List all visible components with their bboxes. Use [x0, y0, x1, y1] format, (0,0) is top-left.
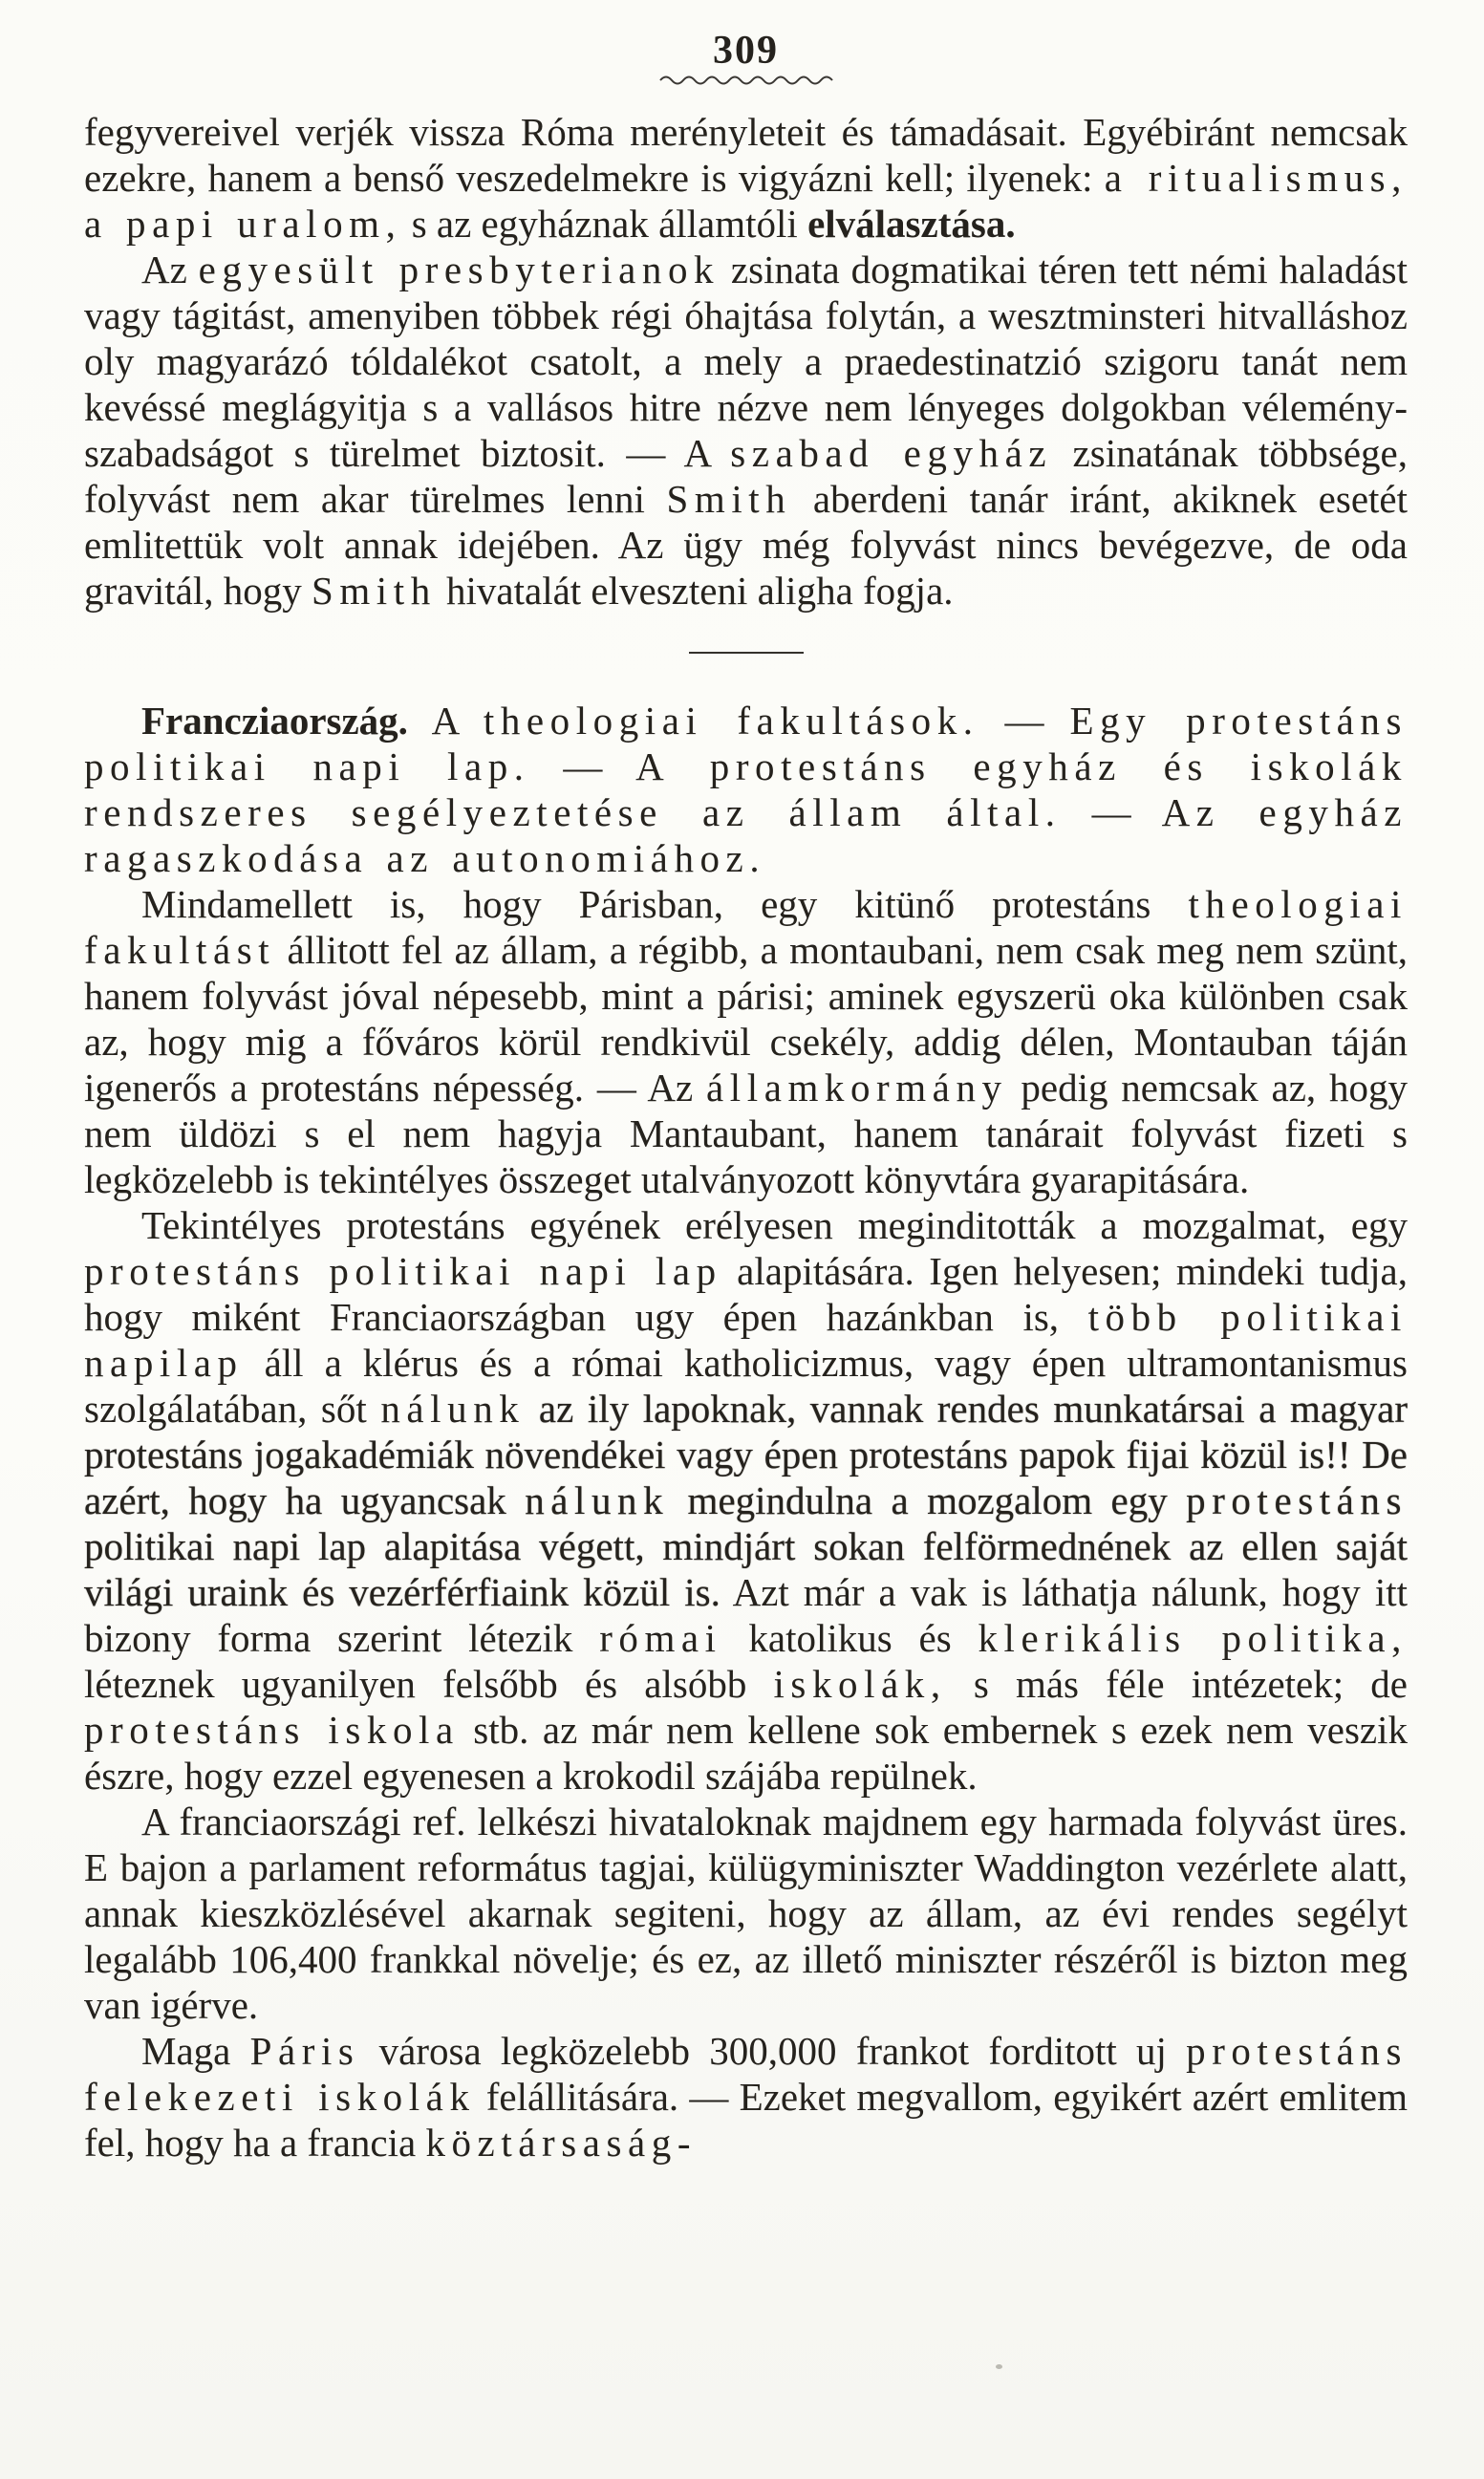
- text-segment: iskolák,: [773, 1662, 947, 1707]
- paragraph: [84, 247, 1408, 614]
- text-segment: protestáns felekezeti iskolák: [84, 2029, 1408, 2120]
- text-segment: hivatalát elveszteni aligha fogja.: [436, 569, 954, 614]
- paragraph: [84, 109, 1408, 247]
- text-segment: protestáns politikai napi lap: [84, 1249, 722, 1294]
- text-segment: Azt már a vak is láthatja nálunk, hogy itt bizony forma szerint létezik: [84, 1570, 1408, 1661]
- section-presbyterian-news: [84, 109, 1408, 614]
- text-segment: katolikus és: [721, 1616, 979, 1661]
- text-segment: zsinatának többsége, folyvást nem akar türelmes lenni: [84, 431, 1408, 522]
- text-segment: —: [1061, 790, 1162, 835]
- text-segment: nálunk: [380, 1387, 526, 1432]
- text-segment: —: [529, 744, 636, 789]
- text-segment: több politikai napilap: [84, 1295, 1408, 1386]
- text-segment: theologiai fakultások.: [483, 699, 979, 744]
- text-segment: egyesült presbyterianok: [198, 248, 720, 292]
- text-segment: nálunk: [525, 1478, 670, 1523]
- text-segment: stb. az már nem kellene sok embernek s ezek nem veszik észre, hogy ezzel egyenesen a krokodil szájába repülnek.: [84, 1708, 1408, 1799]
- paragraph: [84, 881, 1408, 1202]
- text-segment: Az: [141, 248, 199, 292]
- text-segment: Francziaország.: [141, 699, 408, 744]
- text-segment: felállitására. — Ezeket megvallom, egyikért azért emlitem fel, hogy ha a francia: [84, 2075, 1409, 2166]
- page-number: 309: [713, 29, 779, 73]
- text-segment: A: [407, 699, 484, 744]
- text-segment: megindulna a mozgalom egy: [669, 1478, 1187, 1523]
- text-segment: Egy protestáns politikai napi lap.: [84, 699, 1409, 789]
- text-segment: államkormány: [706, 1066, 1008, 1110]
- section-divider: [689, 652, 804, 654]
- text-segment: léteznek ugyanilyen felsőbb és alsóbb: [84, 1662, 774, 1707]
- text-segment: Smith: [666, 477, 792, 522]
- text-segment: a ritualismus, a papi uralom,: [84, 156, 1408, 247]
- text-segment: Tekintélyes protestáns egyének erélyesen meginditották a mozgalmat, egy: [141, 1203, 1408, 1248]
- text-segment: Páris: [249, 2029, 360, 2074]
- text-segment: alapitására. Igen helyesen; mindeki tudja, hogy miként Franciaországban ugy épen hazánkban is,: [84, 1249, 1408, 1340]
- text-segment: —: [979, 699, 1070, 744]
- paragraph: [84, 2028, 1408, 2166]
- text-segment: Az egyház ragaszkodása az autonomiához.: [84, 790, 1409, 881]
- text-segment: elválasztása.: [807, 202, 1016, 247]
- page-number-flourish-icon: [657, 73, 835, 86]
- page-body: [84, 109, 1408, 2166]
- text-segment: köztársaság-: [425, 2121, 698, 2166]
- text-segment: az ily lapoknak, vannak rendes munkatársai a magyar protestáns jogakadémiák növendékei vagy épen protestáns papok fijai közül is!! De azért, hogy ha ugyancsak: [84, 1387, 1408, 1523]
- text-segment: s az egyháznak államtóli: [401, 202, 808, 247]
- text-segment: Smith: [311, 569, 437, 614]
- text-segment: Mindamellett is, hogy Párisban, egy kitünő protestáns: [141, 882, 1189, 927]
- text-segment: római: [599, 1616, 722, 1661]
- text-segment: zsinata dogmatikai téren tett némi haladást vagy tágitást, amenyiben többek régi óhajtása folytán, a wesztminsteri hitvalláshoz oly magyarázó tóldalékot csatolt, a mely a praedestinatzió szigoru tanát nem kevéssé meglágyitja s a vallásos hitre nézve nem lényeges dolgokban vélemény-szabadságot s türelmet biztosit. — A: [84, 248, 1408, 476]
- text-segment: fegyvereivel verjék vissza Róma merényleteit és támadásait. Egyébiránt nemcsak ezekre, hanem a benső veszedelmekre is vigyázni kell; ilyenek:: [84, 110, 1408, 201]
- text-segment: áll a klérus és a római katholicizmus, vagy épen ultramontanismus szolgálatában, sőt: [84, 1341, 1408, 1432]
- text-segment: szabad egyház: [730, 431, 1053, 476]
- text-segment: Maga: [141, 2029, 250, 2074]
- paragraph: [84, 698, 1408, 881]
- paragraph: [84, 1202, 1408, 1799]
- text-segment: városa legközelebb 300,000 frankot forditott uj: [359, 2029, 1187, 2074]
- page-header: [84, 29, 1408, 86]
- text-segment: theologiai fakultást: [84, 882, 1408, 973]
- text-segment: politikai napi lap alapitása végett, mindjárt sokan felförmednének az ellen saját világi uraink és vezérférfiaink közül is.: [84, 1524, 1408, 1615]
- scan-speck: [996, 2364, 1002, 2369]
- text-segment: protestáns iskola: [84, 1708, 460, 1753]
- text-segment: pedig nemcsak az, hogy nem üldözi s el nem hagyja Mantaubant, hanem tanárait folyvást fizeti s legközelebb is tekintélyes összeget utalványozott könyvtára gyarapitására.: [84, 1066, 1408, 1202]
- text-segment: klerikális politika,: [978, 1616, 1408, 1661]
- text-segment: állitott fel az állam, a régibb, a montaubani, nem csak meg nem szünt, hanem folyvást jóval népesebb, mint a párisi; aminek egyszerü oka különben csak az, hogy mig a főváros körül rendkivül csekély, addig délen, Montauban táján igenerős a protestáns népesség. — Az: [84, 928, 1408, 1110]
- text-segment: A franciaországi ref. lelkészi hivataloknak majdnem egy harmada folyvást üres. E bajon a parlament református tagjai, külügyminiszter Waddington vezérlete alatt, annak kieszközlésével akarnak segiteni, hogy az állam, az évi rendes segélyt legalább 106,400 frankkal növelje; és ez, az illető miniszter részéről is bizton meg van igérve.: [84, 1800, 1408, 2028]
- section-france: [84, 698, 1408, 2166]
- paragraph: [84, 1799, 1408, 2028]
- text-segment: A protestáns egyház és iskolák rendszeres segélyeztetése az állam által.: [84, 744, 1408, 835]
- text-segment: protestáns: [1186, 1478, 1408, 1523]
- text-segment: s más féle intézetek; de: [946, 1662, 1408, 1707]
- text-segment: aberdeni tanár iránt, akiknek esetét emlitettük volt annak idejében. Az ügy még folyvást nincs bevégezve, de oda gravitál, hogy: [84, 477, 1408, 614]
